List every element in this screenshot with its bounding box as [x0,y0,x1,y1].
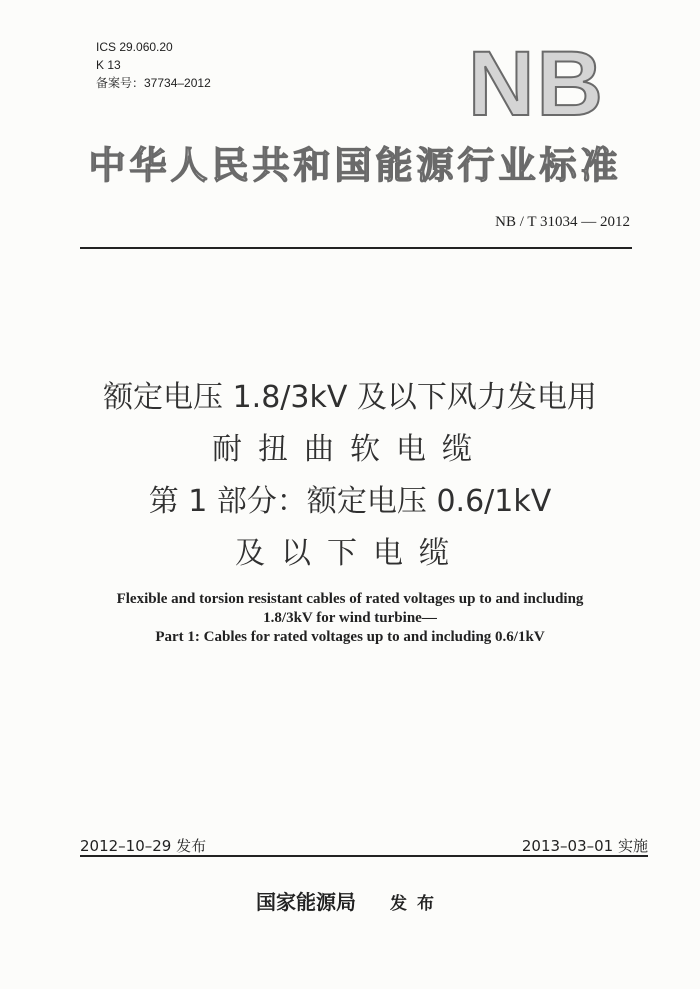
standard-number: NB / T 31034 — 2012 [495,214,630,230]
publish-date: 2012–10–29 发布 [80,837,207,855]
issuer-name: 国家能源局 [256,890,356,914]
nb-logo: NB [468,33,605,135]
english-title [60,590,640,647]
ics-code: ICS 29.060.20 [96,40,173,54]
chinese-title-line-1: 额定电压 1.8/3kV 及以下风力发电用 [103,380,597,415]
chinese-title-line-4: 及以下电缆 [235,536,465,571]
chinese-title-line-2: 耐扭曲软电缆 [212,432,488,467]
class-code: K 13 [96,58,121,72]
effective-date: 2013–03–01 实施 [521,837,648,855]
chinese-title [60,372,640,580]
english-title-line-2: 1.8/3kV for wind turbine— [263,610,437,626]
bottom-divider [80,855,648,857]
filing-number: 备案号：37734–2012 [96,76,211,90]
english-title-line-1: Flexible and torsion resistant cables of rated voltages up to and including [116,591,584,607]
classification-block [96,38,211,92]
english-title-line-3: Part 1: Cables for rated voltages up to and including 0.6/1kV [155,629,545,645]
issuer-line [0,886,700,915]
issuer-action: 发布 [390,894,444,914]
organization-title: 中华人民共和国能源行业标准 [88,143,622,187]
chinese-title-line-3: 第 1 部分：额定电压 0.6/1kV [148,484,552,519]
top-divider [80,247,632,249]
